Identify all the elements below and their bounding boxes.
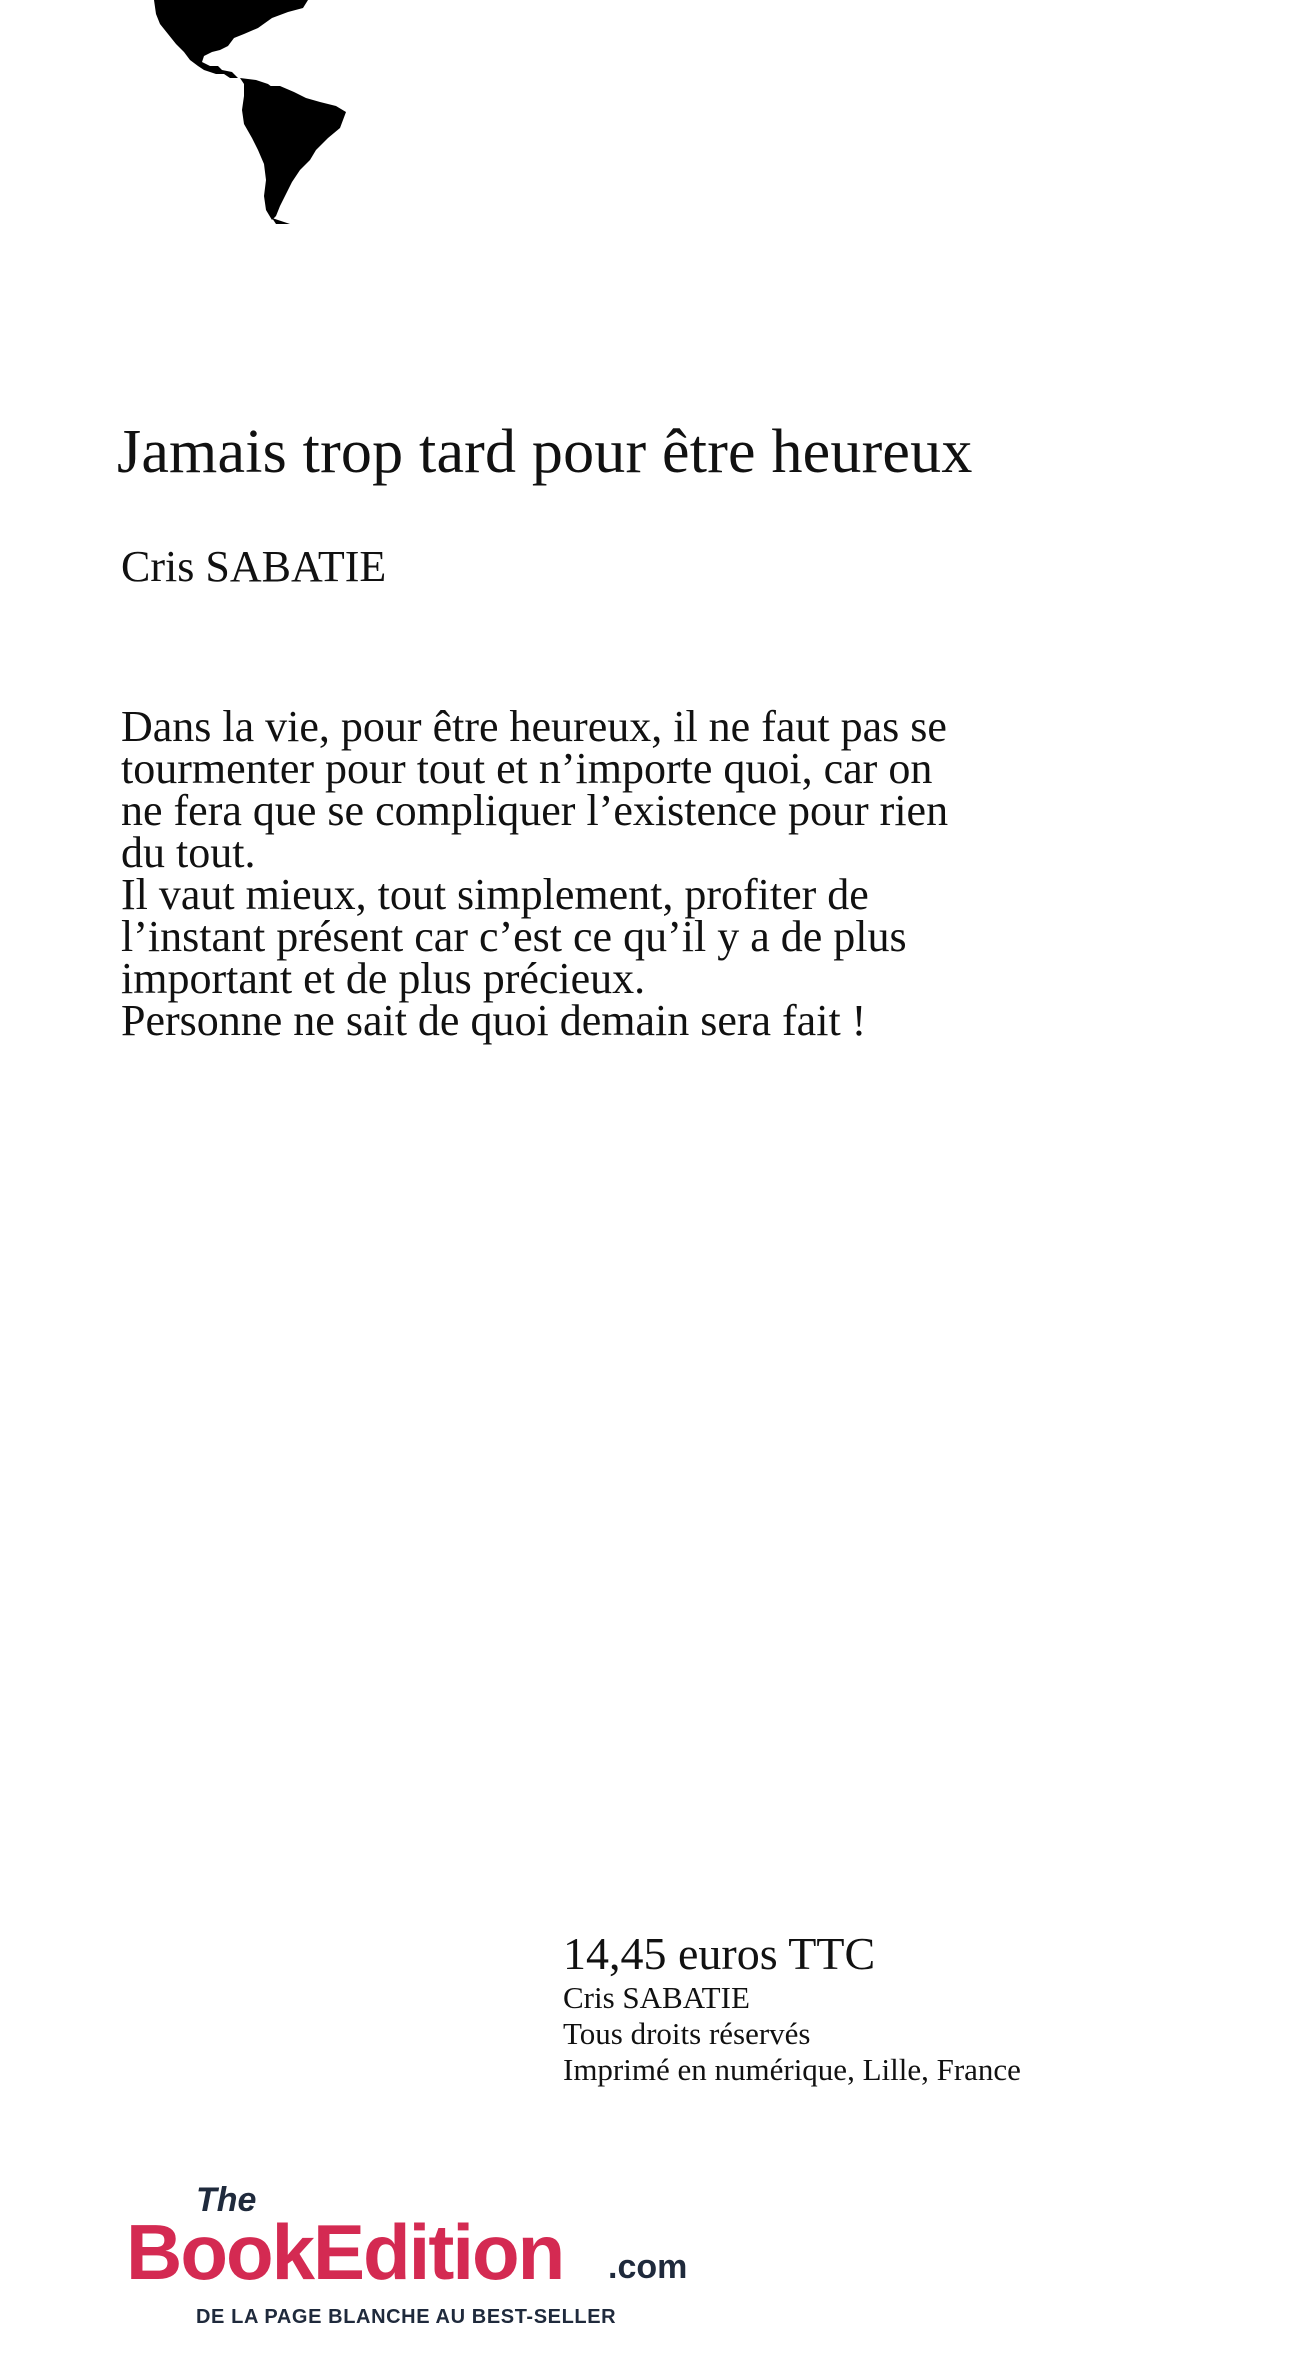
americas-map-icon	[140, 0, 400, 225]
blurb-paragraph: Personne ne sait de quoi demain sera fait !	[121, 996, 867, 1045]
logo-domain: .com	[608, 2248, 688, 2286]
blurb-paragraph: Il vaut mieux, tout simplement, profiter de l’instant présent car c’est ce qu’il y a de plus important et de plus précieux.	[121, 870, 907, 1003]
rights-reserved: Tous droits réservés	[563, 2016, 811, 2051]
logo-name: BookEdition	[126, 2208, 564, 2296]
book-author: Cris SABATIE	[121, 542, 387, 591]
rights-author: Cris SABATIE	[563, 1980, 750, 2015]
book-price: 14,45 euros TTC	[563, 1928, 876, 1979]
logo-the: The	[196, 2181, 257, 2219]
publisher-logo	[126, 2183, 726, 2343]
logo-tagline: DE LA PAGE BLANCHE AU BEST-SELLER	[196, 2306, 617, 2328]
price-block	[563, 1928, 1021, 2088]
book-title: Jamais trop tard pour être heureux	[117, 418, 973, 486]
blurb-paragraph: Dans la vie, pour être heureux, il ne faut pas se tourmenter pour tout et n’importe quoi, car on ne fera que se compliquer l’existence pour rien du tout.	[121, 702, 949, 877]
printed-location: Imprimé en numérique, Lille, France	[563, 2052, 1021, 2087]
book-blurb	[121, 702, 981, 1045]
